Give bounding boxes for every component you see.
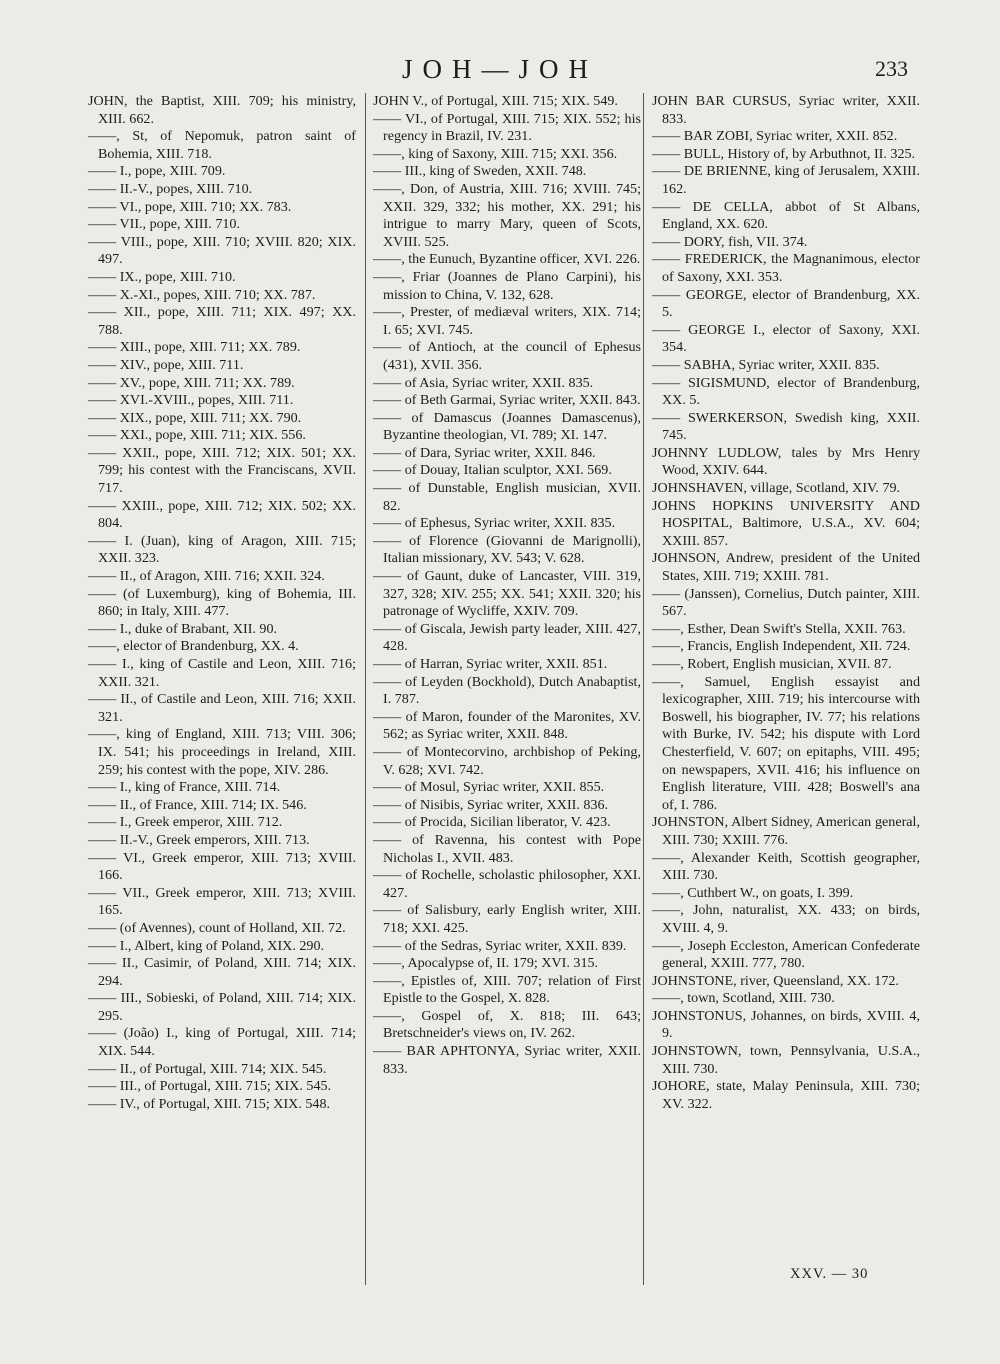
index-entry: —— XXII., pope, XIII. 712; XIX. 501; XX. 799; his contest with the Franciscans, XVII. 717.: [88, 444, 356, 497]
index-entry: —— DE BRIENNE, king of Jerusalem, XXIII. 162.: [652, 163, 920, 197]
index-entry: ——, Friar (Joannes de Plano Carpini), his mission to China, V. 132, 628.: [373, 268, 641, 303]
index-entry: ——, Alexander Keith, Scottish geographer, XIII. 730.: [652, 849, 920, 884]
index-entry: ——, Epistles of, XIII. 707; relation of First Epistle to the Gospel, X. 828.: [373, 972, 641, 1007]
index-entry: —— VI., Greek emperor, XIII. 713; XVIII. 166.: [88, 849, 356, 884]
index-entry: —— of Mosul, Syriac writer, XXII. 855.: [373, 779, 605, 796]
index-entry: —— VIII., pope, XIII. 710; XVIII. 820; XIX. 497.: [88, 233, 356, 268]
index-entry: —— of Beth Garmai, Syriac writer, XXII. 843.: [373, 392, 641, 409]
index-entry: —— BULL, History of, by Arbuthnot, II. 325.: [652, 145, 916, 162]
index-entry: ——, Samuel, English essayist and lexicographer, XIII. 719; his intercourse with Boswell, his biographer, IV. 77; his relations with Burke, IV. 542; his dispute with Lord Chesterfield, V. 607; on epitaphs, VIII. 495; on newspapers, XVII. 416; his influence on English literature, VIII. 428; Boswell's ana of, I. 786.: [652, 673, 920, 813]
index-entry: ——, Joseph Eccleston, American Confederate general, XXIII. 777, 780.: [652, 937, 920, 972]
signature-mark: XXV. — 30: [790, 1266, 869, 1282]
index-entry: —— (João) I., king of Portugal, XIII. 714; XIX. 544.: [88, 1025, 356, 1060]
index-entry: —— DORY, fish, VII. 374.: [652, 233, 808, 250]
index-entry: —— II., of Castile and Leon, XIII. 716; XXII. 321.: [88, 691, 356, 725]
index-entry: ——, elector of Brandenburg, XX. 4.: [88, 638, 299, 655]
index-column-2: [373, 93, 641, 1078]
index-entry: —— of Damascus (Joannes Damascenus), Byzantine theologian, VI. 789; XI. 147.: [373, 409, 641, 444]
index-entry: —— of Leyden (Bockhold), Dutch Anabaptist, I. 787.: [373, 673, 641, 708]
index-entry: —— XIII., pope, XIII. 711; XX. 789.: [88, 339, 301, 356]
index-entry: ——, the Eunuch, Byzantine officer, XVI. 226.: [373, 251, 641, 268]
index-entry: —— IV., of Portugal, XIII. 715; XIX. 548.: [88, 1095, 331, 1112]
index-entry: JOHNSON, Andrew, president of the United States, XIII. 719; XXIII. 781.: [652, 550, 920, 585]
index-entry: JOHN BAR CURSUS, Syriac writer, XXII. 833.: [652, 93, 920, 127]
index-entry: —— XVI.-XVIII., popes, XIII. 711.: [88, 392, 294, 409]
index-entry: ——, Francis, English Independent, XII. 724.: [652, 638, 911, 655]
index-entry: —— XXIII., pope, XIII. 712; XIX. 502; XX. 804.: [88, 497, 356, 532]
index-entry: —— (Janssen), Cornelius, Dutch painter, XIII. 567.: [652, 585, 920, 620]
index-entry: —— I., Albert, king of Poland, XIX. 290.: [88, 937, 325, 954]
index-entry: —— II., of Portugal, XIII. 714; XIX. 545.: [88, 1060, 327, 1077]
index-entry: ——, John, naturalist, XX. 433; on birds, XVIII. 4, 9.: [652, 902, 920, 936]
index-entry: JOHORE, state, Malay Peninsula, XIII. 730; XV. 322.: [652, 1078, 920, 1112]
index-entry: —— GEORGE, elector of Brandenburg, XX. 5.: [652, 286, 920, 321]
index-entry: JOHN V., of Portugal, XIII. 715; XIX. 549.: [373, 93, 618, 109]
index-entry: —— II., of France, XIII. 714; IX. 546.: [88, 796, 307, 813]
index-entry: —— of Montecorvino, archbishop of Peking, V. 628; XVI. 742.: [373, 743, 641, 778]
index-entry: ——, town, Scotland, XIII. 730.: [652, 990, 835, 1007]
index-entry: —— VI., of Portugal, XIII. 715; XIX. 552; his regency in Brazil, IV. 231.: [373, 110, 641, 145]
running-head: JOH—JOH: [401, 54, 598, 84]
index-entry: —— of Procida, Sicilian liberator, V. 423.: [373, 814, 611, 831]
index-entry: —— of Dara, Syriac writer, XXII. 846.: [373, 444, 596, 461]
index-entry: —— BAR APHTONYA, Syriac writer, XXII. 833.: [373, 1043, 641, 1077]
index-entry: ——, Apocalypse of, II. 179; XVI. 315.: [373, 955, 599, 972]
index-entry: ——, king of England, XIII. 713; VIII. 306; IX. 541; his proceedings in Ireland, XIII. 259; his contest with the pope, XIV. 286.: [88, 726, 356, 778]
index-entry: —— IX., pope, XIII. 710.: [88, 268, 236, 285]
index-entry: ——, St, of Nepomuk, patron saint of Bohemia, XIII. 718.: [88, 128, 356, 162]
index-entry: —— of Maron, founder of the Maronites, XV. 562; as Syriac writer, XXII. 848.: [373, 708, 641, 743]
index-column-1: [88, 93, 356, 1113]
index-entry: ——, Don, of Austria, XIII. 716; XVIII. 745; XXII. 329, 332; his mother, XX. 291; his intrigue to marry Mary, queen of Scots, XVIII. 525.: [373, 180, 641, 250]
index-entry: —— XIV., pope, XIII. 711.: [88, 356, 244, 373]
index-entry: —— XXI., pope, XIII. 711; XIX. 556.: [88, 427, 306, 444]
index-entry: ——, Cuthbert W., on goats, I. 399.: [652, 884, 854, 901]
index-entry: —— of Giscala, Jewish party leader, XIII. 427, 428.: [373, 620, 641, 655]
index-entry: —— GEORGE I., elector of Saxony, XXI. 354.: [652, 321, 920, 356]
index-entry: —— of Nisibis, Syriac writer, XXII. 836.: [373, 796, 609, 813]
index-entry: —— SIGISMUND, elector of Brandenburg, XX. 5.: [652, 374, 920, 409]
index-entry: —— of Antioch, at the council of Ephesus (431), XVII. 356.: [373, 339, 641, 373]
index-entry: —— VII., Greek emperor, XIII. 713; XVIII. 165.: [88, 884, 356, 919]
index-entry: JOHNNY LUDLOW, tales by Mrs Henry Wood, XXIV. 644.: [652, 444, 920, 479]
index-entry: —— DE CELLA, abbot of St Albans, England, XX. 620.: [652, 198, 920, 233]
index-entry: —— XIX., pope, XIII. 711; XX. 790.: [88, 409, 302, 426]
index-entry: —— XV., pope, XIII. 711; XX. 789.: [88, 374, 295, 391]
page-number: 233: [875, 56, 908, 81]
index-entry: JOHNSTON, Albert Sidney, American general, XIII. 730; XXIII. 776.: [652, 814, 920, 848]
index-entry: —— III., of Portugal, XIII. 715; XIX. 545.: [88, 1078, 332, 1095]
index-entry: ——, Esther, Dean Swift's Stella, XXII. 763.: [652, 620, 906, 637]
index-entry: —— II.-V., Greek emperors, XIII. 713.: [88, 831, 310, 848]
index-entry: —— of Harran, Syriac writer, XXII. 851.: [373, 656, 608, 672]
index-entry: —— VI., pope, XIII. 710; XX. 783.: [88, 198, 292, 215]
index-entry: —— (of Avennes), count of Holland, XII. 72.: [88, 919, 346, 936]
index-entry: —— I., pope, XIII. 709.: [88, 163, 226, 180]
index-entry: —— I., king of France, XIII. 714.: [88, 779, 281, 796]
index-entry: —— II.-V., popes, XIII. 710.: [88, 180, 253, 197]
index-entry: —— of Asia, Syriac writer, XXII. 835.: [373, 374, 594, 391]
index-entry: —— II., of Aragon, XIII. 716; XXII. 324.: [88, 568, 325, 585]
index-entry: JOHNSTONE, river, Queensland, XX. 172.: [652, 972, 899, 989]
index-entry: —— III., Sobieski, of Poland, XIII. 714; XIX. 295.: [88, 990, 356, 1024]
index-entry: —— of the Sedras, Syriac writer, XXII. 839.: [373, 937, 627, 954]
index-column-3: [652, 93, 920, 1113]
index-entry: —— XII., pope, XIII. 711; XIX. 497; XX. 788.: [88, 304, 356, 338]
index-entry: JOHNSHAVEN, village, Scotland, XIV. 79.: [652, 480, 901, 497]
index-entry: JOHNS HOPKINS UNIVERSITY AND HOSPITAL, Baltimore, U.S.A., XV. 604; XXIII. 857.: [652, 497, 920, 549]
index-entry: —— SWERKERSON, Swedish king, XXII. 745.: [652, 409, 920, 444]
index-entry: ——, Prester, of mediæval writers, XIX. 714; I. 65; XVI. 745.: [373, 304, 641, 338]
index-entry: —— VII., pope, XIII. 710.: [88, 216, 241, 233]
index-entry: —— FREDERICK, the Magnanimous, elector of Saxony, XXI. 353.: [652, 251, 920, 285]
index-entry: —— of Florence (Giovanni de Marignolli), Italian missionary, XV. 543; V. 628.: [373, 532, 641, 567]
index-entry: —— I., king of Castile and Leon, XIII. 716; XXII. 321.: [88, 656, 356, 690]
column-divider: [643, 93, 644, 1285]
index-entry: —— I., duke of Brabant, XII. 90.: [88, 620, 278, 637]
index-entry: —— SABHA, Syriac writer, XXII. 835.: [652, 356, 880, 373]
index-entry: —— II., Casimir, of Poland, XIII. 714; XIX. 294.: [88, 955, 356, 989]
index-entry: JOHNSTOWN, town, Pennsylvania, U.S.A., XIII. 730.: [652, 1043, 920, 1077]
index-entry: —— of Salisbury, early English writer, XIII. 718; XXI. 425.: [373, 902, 641, 936]
index-entry: —— III., king of Sweden, XXII. 748.: [373, 163, 587, 180]
index-entry: —— of Dunstable, English musician, XVII. 82.: [373, 480, 641, 514]
index-entry: JOHN, the Baptist, XIII. 709; his ministry, XIII. 662.: [88, 93, 356, 127]
index-entry: —— X.-XI., popes, XIII. 710; XX. 787.: [88, 286, 316, 303]
index-entry: —— BAR ZOBI, Syriac writer, XXII. 852.: [652, 128, 898, 145]
index-entry: —— of Ephesus, Syriac writer, XXII. 835.: [373, 515, 616, 532]
index-entry: —— of Gaunt, duke of Lancaster, VIII. 319, 327, 328; XIV. 255; XX. 541; XXII. 320; his patronage of Wycliffe, XXIV. 709.: [373, 568, 641, 620]
index-entry: ——, Robert, English musician, XVII. 87.: [652, 656, 892, 672]
index-entry: —— I. (Juan), king of Aragon, XIII. 715; XXII. 323.: [88, 532, 356, 567]
index-entry: —— of Douay, Italian sculptor, XXI. 569.: [373, 462, 612, 479]
index-entry: JOHNSTONUS, Johannes, on birds, XVIII. 4, 9.: [652, 1007, 920, 1042]
index-entry: —— of Rochelle, scholastic philosopher, XXI. 427.: [373, 867, 641, 901]
index-entry: ——, king of Saxony, XIII. 715; XXI. 356.: [373, 145, 618, 162]
index-entry: —— (of Luxemburg), king of Bohemia, III. 860; in Italy, XIII. 477.: [88, 585, 356, 620]
column-divider: [365, 93, 366, 1285]
index-entry: —— I., Greek emperor, XIII. 712.: [88, 814, 283, 831]
index-entry: —— of Ravenna, his contest with Pope Nicholas I., XVII. 483.: [373, 831, 641, 866]
index-entry: ——, Gospel of, X. 818; III. 643; Bretschneider's views on, IV. 262.: [373, 1007, 641, 1042]
